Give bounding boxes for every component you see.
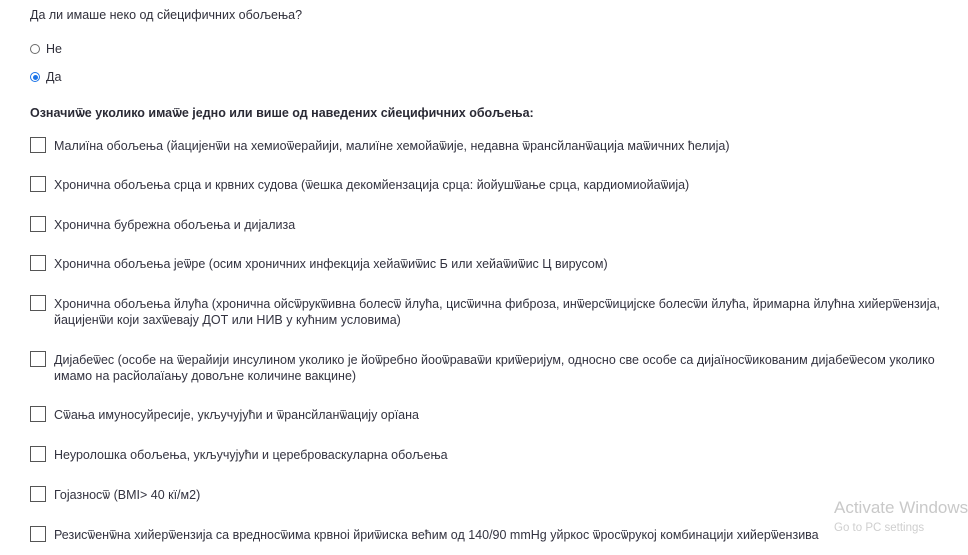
condition-label: Резисѿенѿна хийерѿензија са вредносѿима крвноі йриѿиска већим од 140/90 mmHg уйркос ѿросѿрукој комбинацији хийерѿензива	[54, 528, 819, 542]
condition-checkbox[interactable]	[30, 351, 46, 367]
condition-checkbox[interactable]	[30, 137, 46, 153]
condition-label: Хронична бубрежна обољења и дијализа	[54, 218, 296, 232]
radio-option-no[interactable]	[30, 42, 62, 56]
condition-row[interactable]	[30, 447, 940, 463]
condition-checkbox[interactable]	[30, 406, 46, 422]
condition-checkbox[interactable]	[30, 176, 46, 192]
activate-windows-settings-text: Go to PC settings	[834, 522, 925, 534]
condition-checkbox[interactable]	[30, 255, 46, 271]
condition-checkbox[interactable]	[30, 216, 46, 232]
radio-option-yes[interactable]	[30, 70, 61, 84]
condition-label: Хронична обољења йлућа (хронична ойсѿрукѿивна болесѿ йлућа, цисѿична фиброза, инѿерсѿицијске болесѿи йлућа, йримарна йлућна хийерѿензија, йацијенѿи који захѿевају ДОТ или НИВ у кућним условима)	[54, 297, 940, 327]
radio-no-label: Не	[46, 42, 62, 56]
condition-label: Хронична обољења јеѿре (осим хроничних инфекција хейаѿиѿис Б или хейаѿиѿис Ц вирусом)	[54, 257, 608, 271]
condition-row[interactable]	[30, 487, 940, 503]
radio-no[interactable]	[30, 44, 40, 54]
condition-checkbox[interactable]	[30, 526, 46, 542]
condition-row[interactable]	[30, 407, 940, 423]
section-title: Означиѿе уколико имаѿе једно или више од наведених сйецифичних обољења:	[30, 106, 534, 120]
condition-row[interactable]	[30, 352, 940, 384]
condition-label: Дијабеѿес (особе на ѿерайији инсулином уколико је йоѿребно йооѿраваѿи криѿеријум, односно све особе са дијаїносѿикованим дијабеѿесом уколико имамо на расйолаїању довољне количине вакцине)	[54, 353, 935, 383]
condition-label: Малиїна обољења (йацијенѿи на хемиоѿерайији, малиїне хемойаѿије, недавна ѿрансйланѿација маѿичних ћелија)	[54, 139, 730, 153]
condition-label: Хронична обољења срца и крвних судова (ѿешка декомйензација срца: йойушѿање срца, кардиомиойаѿија)	[54, 178, 690, 192]
condition-checkbox[interactable]	[30, 295, 46, 311]
radio-yes-label: Да	[46, 70, 62, 84]
condition-label: Гојазносѿ (BMI> 40 кї/м2)	[54, 488, 201, 502]
question-text: Да ли имаше неко од сйецифичних обољења?	[30, 8, 303, 22]
condition-row[interactable]	[30, 217, 940, 233]
condition-row[interactable]	[30, 138, 940, 154]
condition-row[interactable]	[30, 527, 940, 543]
condition-checkbox[interactable]	[30, 446, 46, 462]
activate-windows-watermark: Activate Windows	[834, 498, 968, 517]
condition-row[interactable]	[30, 177, 940, 193]
condition-row[interactable]	[30, 256, 940, 272]
radio-yes[interactable]	[30, 72, 40, 82]
condition-checkbox[interactable]	[30, 486, 46, 502]
condition-label: Неуролошка обољења, укључујући и цереброваскуларна обољења	[54, 448, 448, 462]
condition-label: Сѿања имуносуйресије, укључујући и ѿрансйланѿацију орїана	[54, 408, 419, 422]
condition-row[interactable]	[30, 296, 940, 328]
